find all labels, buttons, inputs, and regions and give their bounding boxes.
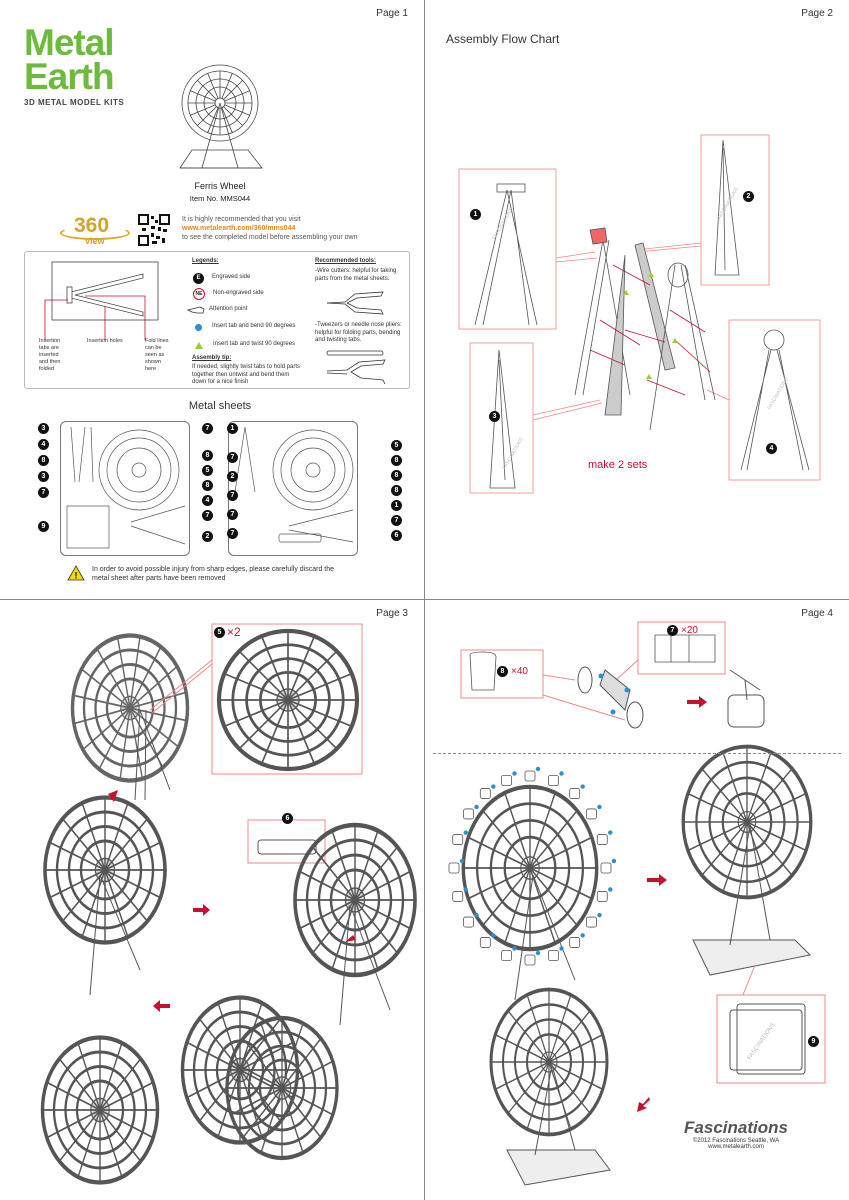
gondola <box>464 809 474 819</box>
part-badge-3: 3 <box>489 411 500 422</box>
recommend-text: It is highly recommended that you visit www.metalearth.com/360/mms044 to see the completed model before assembling your own <box>182 216 358 241</box>
svg-text:FASCINATIONS: FASCINATIONS <box>716 186 740 221</box>
blue-dot <box>608 887 612 891</box>
part-badge-1: 1 <box>470 209 481 220</box>
warning-text: In order to avoid possible injury from sharp edges, please carefully discard the metal sheet after parts have been removed <box>92 566 335 582</box>
tweezers-pliers-icon <box>323 348 389 384</box>
part-badge: 3 <box>38 423 49 434</box>
blue-dot <box>491 933 495 937</box>
item-number: Item No. MMS044 <box>189 194 251 203</box>
gondola-assembly-drawing <box>425 600 849 1200</box>
gondola <box>449 863 459 873</box>
insertion-holes-label: Insertion holes <box>87 338 123 344</box>
legend-item: Attention point <box>193 302 333 318</box>
part-badge: 8 <box>202 450 213 461</box>
logo-subtitle: 3D METAL MODEL KITS <box>24 98 125 107</box>
part-badge: 5 <box>391 440 402 451</box>
blue-dot <box>559 771 563 775</box>
part-9-label: 9 <box>808 1036 819 1047</box>
attention-hand-icon <box>187 305 205 315</box>
legend-list <box>193 270 333 354</box>
gondola <box>525 955 535 965</box>
page-4 <box>425 600 849 1200</box>
blue-dot <box>464 887 468 891</box>
spoke <box>208 73 218 98</box>
blue-dot <box>474 805 478 809</box>
gondola <box>586 917 596 927</box>
part-badge: 7 <box>391 515 402 526</box>
warning-icon <box>67 565 85 581</box>
part-badge: 4 <box>202 495 213 506</box>
part-5-label: 5 ×2 <box>214 625 241 639</box>
part-badge: 8 <box>391 485 402 496</box>
product-name: Ferris Wheel <box>194 181 246 191</box>
gondola <box>525 771 535 781</box>
gondola <box>453 891 463 901</box>
insertion-tab-diagram <box>25 252 175 342</box>
legend-item: NE Non-engraved side <box>193 286 333 302</box>
spoke <box>222 73 232 98</box>
non-engraved-side-icon: NE <box>193 288 205 300</box>
part-badge: 3 <box>38 471 49 482</box>
gondola <box>480 789 490 799</box>
part-7-label: 7 ×20 <box>667 625 698 636</box>
make-sets-note: make 2 sets <box>588 459 648 471</box>
copyright: ©2012 Fascinations Seattle, WA <box>692 1138 780 1144</box>
legend-item: E Engraved side <box>193 270 333 286</box>
model-360-link[interactable]: www.metalearth.com/360/mms044 <box>182 225 296 232</box>
svg-text:!: ! <box>74 570 78 581</box>
page-number: Page 3 <box>376 608 408 619</box>
gondola <box>502 776 512 786</box>
part-badge: 1 <box>227 423 238 434</box>
legend-item: Insert tab and bend 90 degrees <box>193 318 333 336</box>
left-sheet-labels-right <box>202 423 213 542</box>
blue-dot <box>608 830 612 834</box>
blue-dot <box>580 784 584 788</box>
blue-dot <box>597 913 601 917</box>
part-badge: 7 <box>202 510 213 521</box>
fascinations-logo: Fascinations <box>684 1118 788 1137</box>
metal-sheet-right-drawing <box>229 422 357 555</box>
page-1 <box>0 0 425 600</box>
part-badge: 7 <box>227 509 238 520</box>
tools-heading: Recommended tools: <box>315 258 377 264</box>
fold-lines-label: Fold lines can be seen as shown here <box>145 338 169 372</box>
part-badge: 2 <box>202 531 213 542</box>
tool-wire-cutters: -Wire cutters: helpful for taking parts from the metal sheets. <box>315 268 397 282</box>
blue-dot <box>612 859 616 863</box>
assembly-tip-heading: Assembly tip: <box>192 355 232 361</box>
part-badge: 6 <box>391 530 402 541</box>
part-badge: 5 <box>202 465 213 476</box>
spoke <box>225 91 250 101</box>
blue-dot <box>559 946 563 950</box>
svg-text:FASCINATIONS: FASCINATIONS <box>501 436 525 471</box>
page-number: Page 1 <box>376 8 408 19</box>
blue-dot <box>460 859 464 863</box>
part-badge: 7 <box>38 487 49 498</box>
part-badge: 7 <box>227 452 238 463</box>
insertion-tabs-label: Insertion tabs are inserted and then folded <box>39 338 61 372</box>
blue-dot <box>536 951 540 955</box>
metal-sheet-right <box>228 421 358 556</box>
part-badge: 7 <box>227 490 238 501</box>
gondola <box>464 917 474 927</box>
blue-dot <box>512 946 516 950</box>
metal-earth-logo: Metal Earth <box>24 22 114 97</box>
right-sheet-labels-left <box>227 423 238 539</box>
part-badge: 7 <box>202 423 213 434</box>
svg-text:FASCINATIONS: FASCINATIONS <box>491 206 515 241</box>
part-badge: 8 <box>391 455 402 466</box>
part-badge: 8 <box>202 480 213 491</box>
part-badge-2: 2 <box>743 191 754 202</box>
gondola <box>480 937 490 947</box>
spoke <box>190 105 215 115</box>
blue-dot-icon <box>195 324 202 331</box>
gondola <box>453 835 463 845</box>
blue-dot <box>597 805 601 809</box>
spoke <box>225 105 250 115</box>
page-3 <box>0 600 425 1200</box>
page-number: Page 4 <box>801 608 833 619</box>
part-badge: 4 <box>38 439 49 450</box>
left-sheet-labels-left <box>38 423 49 532</box>
part-badge: 8 <box>38 455 49 466</box>
part-badge-4: 4 <box>766 443 777 454</box>
svg-text:FASCINATIONS: FASCINATIONS <box>746 1022 777 1062</box>
gondola <box>502 950 512 960</box>
part-badge: 1 <box>391 500 402 511</box>
fascinations-footer <box>671 1118 801 1150</box>
qr-code-icon[interactable] <box>138 214 170 246</box>
metal-sheet-left-drawing <box>61 422 189 555</box>
blue-dot <box>536 767 540 771</box>
gondola <box>597 835 607 845</box>
gondola <box>570 789 580 799</box>
gondola <box>597 891 607 901</box>
metal-sheet-left <box>60 421 190 556</box>
gondola <box>586 809 596 819</box>
gondola <box>601 863 611 873</box>
right-sheet-labels-right <box>391 440 402 541</box>
part-badge: 2 <box>227 471 238 482</box>
spoke <box>190 91 215 101</box>
assembly-tip-text: If needed, slightly twist tabs to hold parts together then untwist and bend them down for a nice finish <box>192 364 301 385</box>
section-divider <box>433 753 841 754</box>
blue-dot <box>464 830 468 834</box>
website[interactable]: www.metalearth.com <box>708 1144 764 1150</box>
tool-tweezers: -Tweezers or needle nose pliers: helpful for folding parts, bending and twisting tabs. <box>315 322 402 343</box>
green-triangle-icon <box>195 342 203 349</box>
assembly-flow-drawing <box>425 0 849 600</box>
assembly-flow-heading: Assembly Flow Chart <box>446 32 560 46</box>
part-badge: 8 <box>391 470 402 481</box>
wheel-assembly-drawing <box>0 600 424 1200</box>
blue-dot <box>474 913 478 917</box>
360-view-badge[interactable]: 360 view <box>60 214 130 248</box>
blue-dot <box>580 933 584 937</box>
gondola <box>548 950 558 960</box>
metal-sheets-heading: Metal sheets <box>188 400 252 412</box>
part-6-label: 6 <box>282 813 293 824</box>
engraved-side-icon: E <box>193 273 204 284</box>
page-2 <box>425 0 849 600</box>
part-8-label: 8 ×40 <box>497 666 528 677</box>
gondola <box>548 776 558 786</box>
ferris-wheel-product-image <box>172 58 268 176</box>
blue-dot <box>491 784 495 788</box>
legends-heading: Legends: <box>192 258 219 264</box>
legend-item: Insert tab and twist 90 degrees <box>193 336 333 354</box>
page-number: Page 2 <box>801 8 833 19</box>
blue-dot <box>512 771 516 775</box>
svg-text:FASCINATIONS: FASCINATIONS <box>766 376 790 411</box>
part-badge: 9 <box>38 521 49 532</box>
instructions-panel <box>24 251 410 389</box>
gondola <box>570 937 580 947</box>
wire-cutters-icon <box>325 288 385 318</box>
part-badge: 7 <box>227 528 238 539</box>
